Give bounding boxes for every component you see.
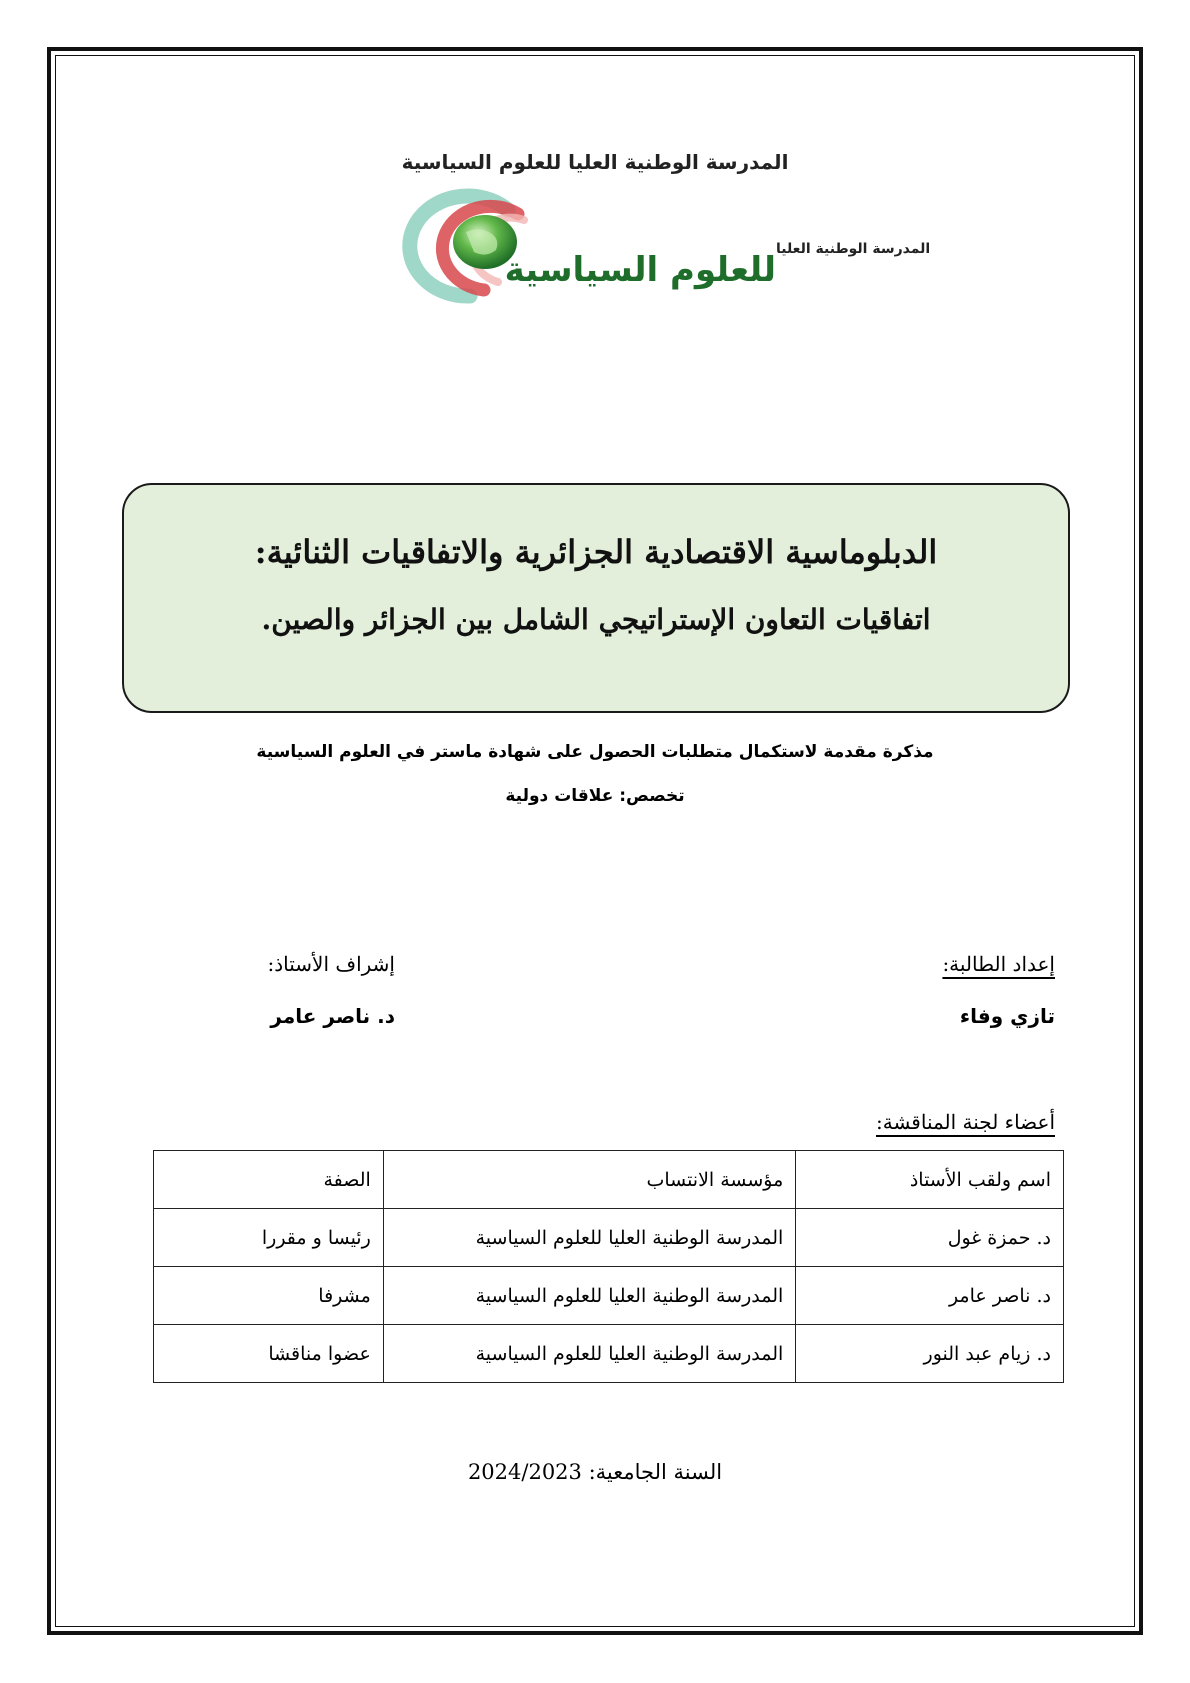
thesis-subtitle: اتفاقيات التعاون الإستراتيجي الشامل بين الجزائر والصين. (261, 603, 931, 636)
memo-specialization: تخصص: علاقات دولية (505, 786, 685, 806)
member-name: د. زيام عبد النور (796, 1325, 1064, 1383)
member-name: د. حمزة غول (796, 1209, 1064, 1267)
member-institution: المدرسة الوطنية العليا للعلوم السياسية (383, 1267, 796, 1325)
supervisor-name: د. ناصر عامر (270, 1004, 395, 1028)
academic-year: السنة الجامعية: 2024/2023 (467, 1460, 723, 1484)
table-row (154, 1325, 1064, 1383)
member-role: رئيسا و مقررا (154, 1209, 384, 1267)
logo-text-top: المدرسة الوطنية العليا (776, 241, 931, 257)
table-row (154, 1267, 1064, 1325)
member-role: عضوا مناقشا (154, 1325, 384, 1383)
header-cell-name: اسم ولقب الأستاذ (796, 1151, 1064, 1209)
committee-table (153, 1150, 1064, 1383)
student-name: تازي وفاء (959, 1004, 1055, 1028)
table-row (154, 1209, 1064, 1267)
committee-label: أعضاء لجنة المناقشة: (875, 1110, 1055, 1134)
member-institution: المدرسة الوطنية العليا للعلوم السياسية (383, 1209, 796, 1267)
memo-purpose: مذكرة مقدمة لاستكمال متطلبات الحصول على شهادة ماستر في العلوم السياسية (256, 742, 934, 762)
member-institution: المدرسة الوطنية العليا للعلوم السياسية (383, 1325, 796, 1383)
title-box (122, 483, 1070, 713)
header-cell-institution: مؤسسة الانتساب (383, 1151, 796, 1209)
logo-text-bottom: للعلوم السياسية (504, 250, 776, 290)
student-label: إعداد الطالبة: (942, 952, 1055, 976)
school-logo (400, 198, 931, 308)
thesis-title: الدبلوماسية الاقتصادية الجزائرية والاتفاقيات الثنائية: (254, 533, 938, 571)
header-cell-role: الصفة (154, 1151, 384, 1209)
supervisor-label: إشراف الأستاذ: (267, 952, 395, 976)
member-role: مشرفا (154, 1267, 384, 1325)
school-name: المدرسة الوطنية العليا للعلوم السياسية (401, 150, 789, 174)
table-header-row (154, 1151, 1064, 1209)
member-name: د. ناصر عامر (796, 1267, 1064, 1325)
